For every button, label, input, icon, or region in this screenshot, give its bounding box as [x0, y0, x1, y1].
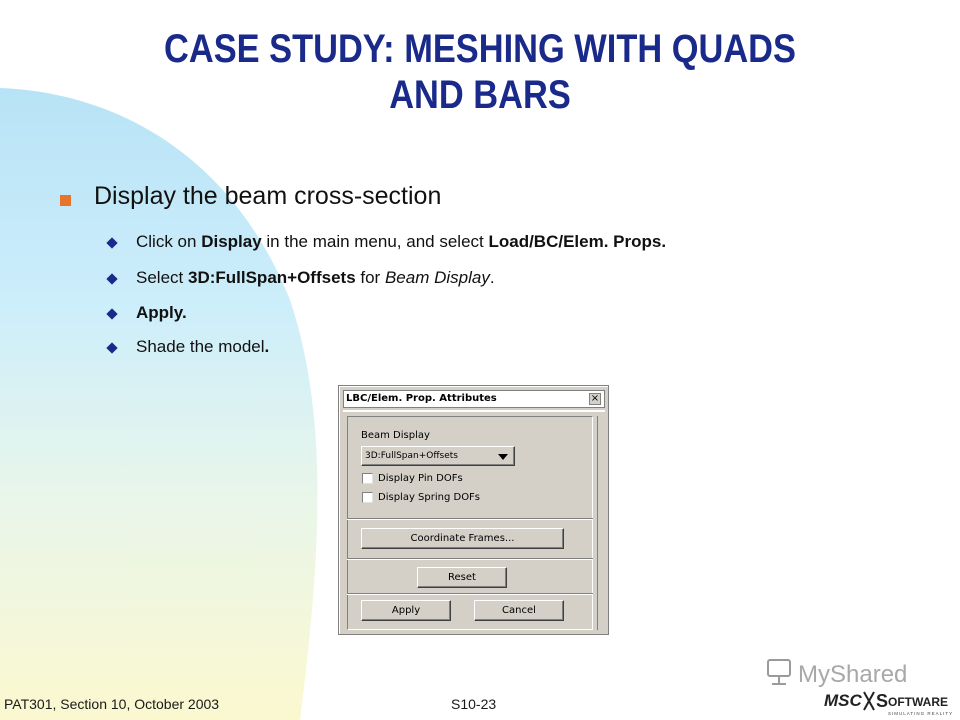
software-logo-s: S [876, 691, 889, 711]
beam-display-label: Beam Display [361, 430, 430, 441]
sub-bullet-1-text: Click on Display in the main menu, and select Load/BC/Elem. Props. [136, 232, 667, 251]
apply-button[interactable]: Apply [361, 600, 451, 621]
footer-slide-number: S10-23 [451, 696, 497, 712]
dialog-title: LBC/Elem. Prop. Attributes [346, 393, 497, 404]
software-logo-text: OFTWARE [888, 695, 948, 709]
cancel-button[interactable]: Cancel [474, 600, 564, 621]
slide-title: CASE STUDY: MESHING WITH QUADS AND BARS [164, 27, 796, 117]
dialog-titlebar [343, 390, 605, 408]
sub-bullet-2-text: Select 3D:FullSpan+Offsets for Beam Display. [136, 268, 495, 287]
main-bullet-text: Display the beam cross-section [94, 182, 442, 210]
display-spring-dofs-checkbox[interactable] [362, 492, 373, 503]
divider [347, 593, 593, 595]
divider [347, 558, 593, 560]
footer-course-info: PAT301, Section 10, October 2003 [4, 696, 220, 712]
chevron-down-icon [498, 454, 508, 460]
coordinate-frames-button[interactable]: Coordinate Frames... [361, 528, 564, 549]
square-bullet-icon [60, 195, 71, 206]
display-pin-dofs-checkbox[interactable] [362, 473, 373, 484]
close-icon[interactable]: × [590, 393, 600, 404]
sub-bullet-3-text: Apply. [136, 303, 187, 322]
title-separator [343, 410, 605, 412]
beam-display-select[interactable] [361, 446, 515, 466]
reset-button[interactable]: Reset [417, 567, 507, 588]
display-pin-dofs-label: Display Pin DOFs [378, 473, 463, 484]
msc-logo-text: MSC [824, 691, 862, 710]
display-spring-dofs-label: Display Spring DOFs [378, 492, 481, 503]
beam-display-value: 3D:FullSpan+Offsets [365, 451, 458, 461]
divider [347, 518, 593, 520]
sub-bullet-4-text: Shade the model. [136, 337, 270, 356]
msc-software-logo [760, 650, 956, 718]
presentation-icon [768, 660, 790, 684]
lbc-elem-prop-attributes-dialog [338, 385, 609, 635]
logo-tagline: SIMULATING REALITY [888, 711, 954, 716]
myshared-watermark: MyShared [798, 661, 908, 688]
vertical-scrollbar[interactable] [597, 416, 605, 630]
